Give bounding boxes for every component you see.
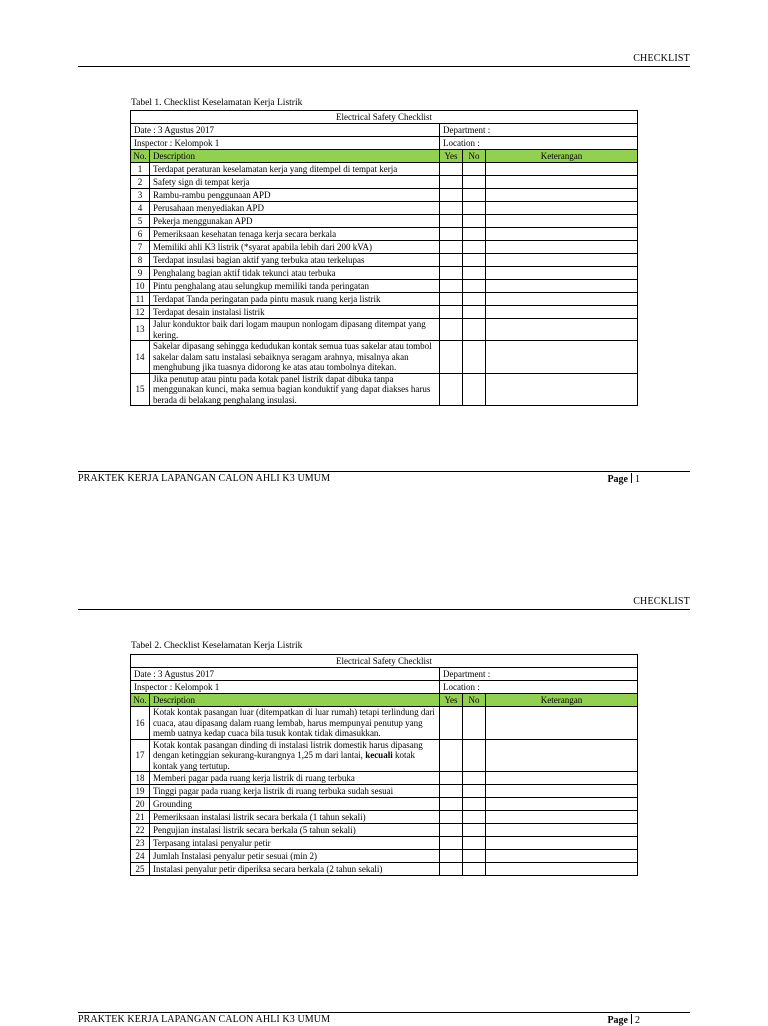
row-description: Terdapat peraturan keselamatan kerja yang ditempel di tempat kerja: [150, 163, 440, 176]
yes-cell[interactable]: [440, 739, 463, 772]
no-cell[interactable]: [463, 293, 486, 306]
yes-cell[interactable]: [440, 293, 463, 306]
date-cell: Date : 3 Agustus 2017: [131, 668, 440, 681]
table-row: [131, 319, 638, 341]
keterangan-cell[interactable]: [486, 176, 638, 189]
keterangan-cell[interactable]: [486, 241, 638, 254]
no-cell[interactable]: [463, 341, 486, 374]
row-description: [150, 739, 440, 772]
col-keterangan: Keterangan: [486, 694, 638, 707]
table-row: [131, 241, 638, 254]
keterangan-cell[interactable]: [486, 202, 638, 215]
col-yes: Yes: [440, 150, 463, 163]
row-description: Pintu penghalang atau selungkup memiliki tanda peringatan: [150, 280, 440, 293]
no-cell[interactable]: [463, 373, 486, 406]
no-cell[interactable]: [463, 772, 486, 785]
keterangan-cell[interactable]: [486, 850, 638, 863]
table-row: [131, 202, 638, 215]
department-cell: Department :: [440, 124, 638, 137]
table-caption: Tabel 2. Checklist Keselamatan Kerja Listrik: [131, 641, 303, 651]
row-description: Pemeriksaan kesehatan tenaga kerja secara berkala: [150, 228, 440, 241]
yes-cell[interactable]: [440, 241, 463, 254]
yes-cell[interactable]: [440, 373, 463, 406]
row-description: Rambu-rambu penggunaan APD: [150, 189, 440, 202]
col-description: Description: [150, 150, 440, 163]
desc-emphasis: kecuali: [365, 750, 393, 760]
no-cell[interactable]: [463, 798, 486, 811]
yes-cell[interactable]: [440, 319, 463, 341]
row-number: 17: [131, 739, 150, 772]
row-description: Grounding: [150, 798, 440, 811]
footer-text: PRAKTEK KERJA LAPANGAN CALON AHLI K3 UMUM: [78, 473, 331, 484]
row-number: 13: [131, 319, 150, 341]
no-cell[interactable]: [463, 189, 486, 202]
location-cell: Location :: [440, 681, 638, 694]
desc-part: kotak kontak yang tertutup.: [153, 750, 415, 771]
no-cell[interactable]: [463, 306, 486, 319]
meta-row: [131, 124, 638, 137]
meta-row: [131, 681, 638, 694]
keterangan-cell[interactable]: [486, 824, 638, 837]
table-row: [131, 280, 638, 293]
page-number: [607, 1014, 640, 1026]
yes-cell[interactable]: [440, 798, 463, 811]
keterangan-cell[interactable]: [486, 739, 638, 772]
row-number: 14: [131, 341, 150, 374]
keterangan-cell[interactable]: [486, 215, 638, 228]
no-cell[interactable]: [463, 202, 486, 215]
no-cell[interactable]: [463, 228, 486, 241]
yes-cell[interactable]: [440, 306, 463, 319]
checklist-table: [130, 654, 638, 876]
col-no-answer: No: [463, 150, 486, 163]
table-title-row: [131, 111, 638, 124]
desc-part: Kotak kontak pasangan dinding di instalasi listrik domestik harus dipasang dengan ketinggian sekurang-kurangnya 1,25 m dari lantai,: [153, 739, 423, 760]
table-row: [131, 293, 638, 306]
keterangan-cell[interactable]: [486, 785, 638, 798]
no-cell[interactable]: [463, 254, 486, 267]
row-description: Kotak kontak pasangan luar (ditempatkan di luar rumah) tetapi terlindung dari cuaca, atau dipasang dalam ruang lembab, harus mempunyai penutup yang memb uatnya kedap cuaca bila tusuk kontak tidak dimasukkan.: [150, 707, 440, 740]
no-cell[interactable]: [463, 824, 486, 837]
yes-cell[interactable]: [440, 837, 463, 850]
row-description: Terdapat insulasi bagian aktif yang terbuka atau terkelupas: [150, 254, 440, 267]
header-rule: [78, 66, 690, 67]
table-row: [131, 772, 638, 785]
page-label: Page: [607, 1015, 628, 1026]
table-row: [131, 254, 638, 267]
no-cell[interactable]: [463, 785, 486, 798]
no-cell[interactable]: [463, 241, 486, 254]
no-cell[interactable]: [463, 739, 486, 772]
yes-cell[interactable]: [440, 163, 463, 176]
page-label: Page: [607, 474, 628, 485]
col-no: No.: [131, 694, 150, 707]
table-row: [131, 785, 638, 798]
page-num: 1: [635, 474, 640, 485]
column-header-row: [131, 694, 638, 707]
row-number: 6: [131, 228, 150, 241]
row-description: Sakelar dipasang sehingga kedudukan kontak semua tuas sakelar atau tombol sakelar dalam satu instalasi sebaiknya seragam arahnya, misalnya akan menghubung jika tuasnya didorong ke atas atau tombolnya ditekan.: [150, 341, 440, 374]
table-row: [131, 267, 638, 280]
no-cell[interactable]: [463, 176, 486, 189]
yes-cell[interactable]: [440, 176, 463, 189]
yes-cell[interactable]: [440, 772, 463, 785]
keterangan-cell[interactable]: [486, 837, 638, 850]
row-description: Pengujian instalasi listrik secara berkala (5 tahun sekali): [150, 824, 440, 837]
row-number: 5: [131, 215, 150, 228]
table-row: [131, 739, 638, 772]
keterangan-cell[interactable]: [486, 293, 638, 306]
keterangan-cell[interactable]: [486, 228, 638, 241]
keterangan-cell[interactable]: [486, 341, 638, 374]
table-row: [131, 863, 638, 876]
no-cell[interactable]: [463, 811, 486, 824]
yes-cell[interactable]: [440, 189, 463, 202]
row-number: 15: [131, 373, 150, 406]
inspector-cell: Inspector : Kelompok 1: [131, 137, 440, 150]
page-header: CHECKLIST: [633, 596, 690, 607]
row-description: Memberi pagar pada ruang kerja listrik di ruang terbuka: [150, 772, 440, 785]
table-title-row: [131, 655, 638, 668]
meta-row: [131, 137, 638, 150]
inspector-cell: Inspector : Kelompok 1: [131, 681, 440, 694]
table-row: [131, 373, 638, 406]
table-row: [131, 811, 638, 824]
table-caption: Tabel 1. Checklist Keselamatan Kerja Listrik: [131, 98, 303, 108]
row-description: Jalur konduktor baik dari logam maupun nonlogam dipasang ditempat yang kering.: [150, 319, 440, 341]
keterangan-cell[interactable]: [486, 811, 638, 824]
row-number: 25: [131, 863, 150, 876]
row-number: 23: [131, 837, 150, 850]
row-number: 20: [131, 798, 150, 811]
yes-cell[interactable]: [440, 707, 463, 740]
yes-cell[interactable]: [440, 228, 463, 241]
checklist-table: [130, 110, 638, 406]
table-row: [131, 215, 638, 228]
row-number: 19: [131, 785, 150, 798]
table-row: [131, 707, 638, 740]
no-cell[interactable]: [463, 850, 486, 863]
yes-cell[interactable]: [440, 202, 463, 215]
yes-cell[interactable]: [440, 850, 463, 863]
keterangan-cell[interactable]: [486, 306, 638, 319]
footer-rule: [78, 1012, 690, 1013]
keterangan-cell[interactable]: [486, 189, 638, 202]
date-cell: Date : 3 Agustus 2017: [131, 124, 440, 137]
keterangan-cell[interactable]: [486, 373, 638, 406]
table-title: Electrical Safety Checklist: [131, 655, 638, 668]
footer-rule: [78, 471, 690, 472]
row-description: Instalasi penyalur petir diperiksa secara berkala (2 tahun sekali): [150, 863, 440, 876]
table-row: [131, 824, 638, 837]
page-num: 2: [635, 1015, 640, 1026]
yes-cell[interactable]: [440, 254, 463, 267]
row-number: 24: [131, 850, 150, 863]
yes-cell[interactable]: [440, 863, 463, 876]
row-number: 8: [131, 254, 150, 267]
yes-cell[interactable]: [440, 341, 463, 374]
no-cell[interactable]: [463, 863, 486, 876]
row-description: Tinggi pagar pada ruang kerja listrik di ruang terbuka sudah sesuai: [150, 785, 440, 798]
table-row: [131, 163, 638, 176]
no-cell[interactable]: [463, 267, 486, 280]
keterangan-cell[interactable]: [486, 772, 638, 785]
row-description: Terpasang intalasi penyalur petir: [150, 837, 440, 850]
table-row: [131, 837, 638, 850]
col-keterangan: Keterangan: [486, 150, 638, 163]
keterangan-cell[interactable]: [486, 254, 638, 267]
row-number: 1: [131, 163, 150, 176]
header-rule: [78, 609, 690, 610]
no-cell[interactable]: [463, 163, 486, 176]
department-cell: Department :: [440, 668, 638, 681]
keterangan-cell[interactable]: [486, 163, 638, 176]
page-number: [607, 473, 640, 485]
table-row: [131, 850, 638, 863]
keterangan-cell[interactable]: [486, 798, 638, 811]
row-description: Pemeriksaan instalasi listrik secara berkala (1 tahun sekali): [150, 811, 440, 824]
col-no-answer: No: [463, 694, 486, 707]
yes-cell[interactable]: [440, 824, 463, 837]
row-description: Jika penutup atau pintu pada kotak panel listrik dapat dibuka tanpa menggunakan kunci, maka semua bagian konduktif yang dapat diakses harus berada di belakang penghalang insulasi.: [150, 373, 440, 406]
row-number: 4: [131, 202, 150, 215]
no-cell[interactable]: [463, 280, 486, 293]
yes-cell[interactable]: [440, 267, 463, 280]
row-number: 11: [131, 293, 150, 306]
row-number: 18: [131, 772, 150, 785]
row-description: Safety sign di tempat kerja: [150, 176, 440, 189]
row-description: Pekerja menggunakan APD: [150, 215, 440, 228]
table-row: [131, 228, 638, 241]
row-description: Perusahaan menyediakan APD: [150, 202, 440, 215]
row-description: Memiliki ahli K3 listrik (*syarat apabila lebih dari 200 kVA): [150, 241, 440, 254]
location-cell: Location :: [440, 137, 638, 150]
keterangan-cell[interactable]: [486, 280, 638, 293]
table-row: [131, 189, 638, 202]
page-divider: [631, 473, 632, 483]
table-row: [131, 798, 638, 811]
footer-text: PRAKTEK KERJA LAPANGAN CALON AHLI K3 UMUM: [78, 1014, 331, 1025]
keterangan-cell[interactable]: [486, 863, 638, 876]
col-yes: Yes: [440, 694, 463, 707]
meta-row: [131, 668, 638, 681]
table-row: [131, 341, 638, 374]
page-header: CHECKLIST: [633, 53, 690, 64]
col-no: No.: [131, 150, 150, 163]
yes-cell[interactable]: [440, 785, 463, 798]
page-divider: [631, 1014, 632, 1024]
row-description: Terdapat desain instalasi listrik: [150, 306, 440, 319]
table-row: [131, 176, 638, 189]
table-row: [131, 306, 638, 319]
no-cell[interactable]: [463, 837, 486, 850]
keterangan-cell[interactable]: [486, 267, 638, 280]
row-number: 22: [131, 824, 150, 837]
no-cell[interactable]: [463, 319, 486, 341]
row-number: 10: [131, 280, 150, 293]
yes-cell[interactable]: [440, 280, 463, 293]
row-number: 3: [131, 189, 150, 202]
row-description: Jumlah Instalasi penyalur petir sesuai (min 2): [150, 850, 440, 863]
no-cell[interactable]: [463, 707, 486, 740]
row-description: Penghalang bagian aktif tidak tekunci atau terbuka: [150, 267, 440, 280]
no-cell[interactable]: [463, 215, 486, 228]
row-number: 21: [131, 811, 150, 824]
row-description: Terdapat Tanda peringatan pada pintu masuk ruang kerja listrik: [150, 293, 440, 306]
row-number: 2: [131, 176, 150, 189]
col-description: Description: [150, 694, 440, 707]
column-header-row: [131, 150, 638, 163]
row-number: 16: [131, 707, 150, 740]
yes-cell[interactable]: [440, 215, 463, 228]
yes-cell[interactable]: [440, 811, 463, 824]
row-number: 7: [131, 241, 150, 254]
keterangan-cell[interactable]: [486, 707, 638, 740]
row-number: 12: [131, 306, 150, 319]
table-title: Electrical Safety Checklist: [131, 111, 638, 124]
row-number: 9: [131, 267, 150, 280]
keterangan-cell[interactable]: [486, 319, 638, 341]
